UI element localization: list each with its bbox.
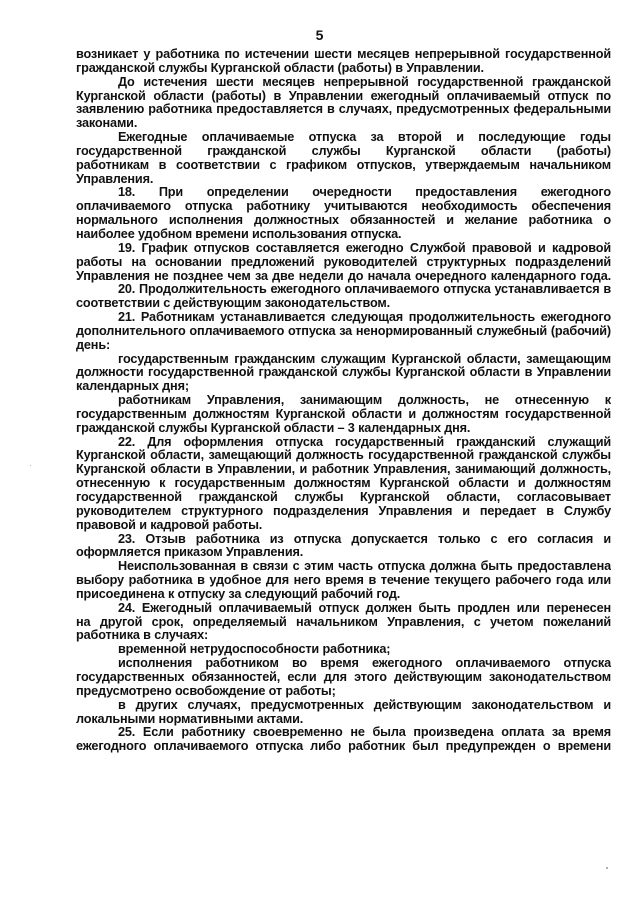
text-line: предусмотрено освобождение от работы; — [76, 683, 336, 698]
text-line: соответствии с действующим законодательством. — [76, 296, 391, 311]
text-line: государственной гражданской службы Курганской области (работы) — [76, 144, 611, 158]
text-line: 25. Если работнику своевременно не была произведена оплата за время — [118, 726, 611, 740]
text-line: календарных дня; — [76, 379, 189, 394]
text-line: государственной гражданской службы Курганской области, согласовывает — [76, 491, 611, 504]
text-line: 24. Ежегодный оплачиваемый отпуск должен быть продлен или перенесен — [118, 601, 611, 615]
text-line: должности государственной гражданской службы Курганской области в Управлении — [76, 366, 611, 380]
text-line: законами. — [76, 116, 138, 131]
text-line: оплачиваемого отпуска работнику учитываются необходимость обеспечения — [76, 200, 611, 214]
text-line: оформляется приказом Управления. — [76, 545, 304, 560]
text-line: государственным должностям Курганской области и должностям государственной — [76, 407, 611, 421]
text-line: работника в случаях: — [76, 628, 209, 643]
text-line: заявлению работника предоставляется в случаях, предусмотренных федеральными — [76, 103, 611, 117]
text-line: Курганской области, замещающий должность государственной гражданской службы — [76, 449, 611, 463]
text-line: 22. Для оформления отпуска государственный гражданский служащий — [118, 435, 611, 449]
text-line: гражданской службы Курганской области (работы) в Управлении. — [76, 60, 484, 75]
text-line: работы на основании предложений руководителей структурных подразделений — [76, 255, 611, 269]
text-line: локальными нормативными актами. — [76, 711, 304, 726]
text-line: Ежегодные оплачиваемые отпуска за второй и последующие годы — [118, 131, 611, 145]
text-line: ежегодного оплачиваемого отпуска либо работник был предупрежден о времени — [76, 740, 611, 754]
text-line: работникам в соответствии с графиком отпусков, утверждаемым начальником — [76, 158, 611, 172]
text-line: государственным гражданским служащим Курганской области, замещающим — [118, 352, 611, 366]
text-line: выбору работника в удобное для него время в течение текущего рабочего года или — [76, 574, 611, 588]
text-line: 20. Продолжительность ежегодного оплачиваемого отпуска устанавливается в — [118, 283, 611, 297]
text-line: руководителем структурного подразделения Управления и передает в Службу — [76, 504, 611, 518]
text-line: работникам Управления, занимающим должность, не отнесенную к — [118, 394, 611, 408]
text-line: правовой и кадровой работы. — [76, 517, 263, 532]
text-line: возникает у работника по истечении шести месяцев непрерывной государственной — [76, 48, 611, 61]
text-line: Управления. — [76, 171, 154, 186]
text-line: 23. Отзыв работника из отпуска допускается только с его согласия и — [118, 532, 611, 546]
text-line: Курганской области в Управлении, и работник Управления, занимающий должность, — [76, 463, 611, 477]
text-line: Курганской области (работы) в Управлении ежегодный оплачиваемый отпуск по — [76, 89, 611, 103]
text-line: исполнения работником во время ежегодного оплачиваемого отпуска — [118, 657, 611, 671]
text-line: на другой срок, определяемый начальником Управления, с учетом пожеланий — [76, 615, 611, 629]
scan-speck — [30, 465, 31, 466]
text-line: присоединена к отпуску за следующий рабочий год. — [76, 586, 401, 601]
document-body — [76, 48, 611, 754]
page-number: 5 — [315, 27, 324, 43]
text-line: 18. При определении очередности предоставления ежегодного — [118, 186, 611, 200]
text-line: Управления не позднее чем за две недели до начала очередного календарного года. — [76, 269, 611, 283]
text-line: государственных обязанностей, если для этого действующим законодательством — [76, 670, 611, 684]
text-line: в других случаях, предусмотренных действующим законодательством и — [118, 698, 611, 712]
text-line: временной нетрудоспособности работника; — [118, 642, 391, 657]
text-line: гражданской службы Курганской области – 3 календарных дня. — [76, 420, 471, 435]
text-line: дополнительного оплачиваемого отпуска за ненормированный служебный (рабочий) — [76, 324, 611, 338]
text-line: наиболее удобном времени использования отпуска. — [76, 226, 402, 241]
text-line: нормального исполнения должностных обязанностей и желание работника о — [76, 214, 611, 228]
scan-speck — [606, 867, 608, 869]
text-line: день: — [76, 337, 111, 352]
text-line: Неиспользованная в связи с этим часть отпуска должна быть предоставлена — [118, 560, 611, 574]
text-line: 21. Работникам устанавливается следующая продолжительность ежегодного — [118, 311, 611, 325]
text-line: 19. График отпусков составляется ежегодно Службой правовой и кадровой — [118, 241, 611, 255]
text-line: До истечения шести месяцев непрерывной государственной гражданской — [118, 75, 611, 89]
text-line: отнесенную к государственным должностям Курганской области и должностям — [76, 477, 611, 491]
